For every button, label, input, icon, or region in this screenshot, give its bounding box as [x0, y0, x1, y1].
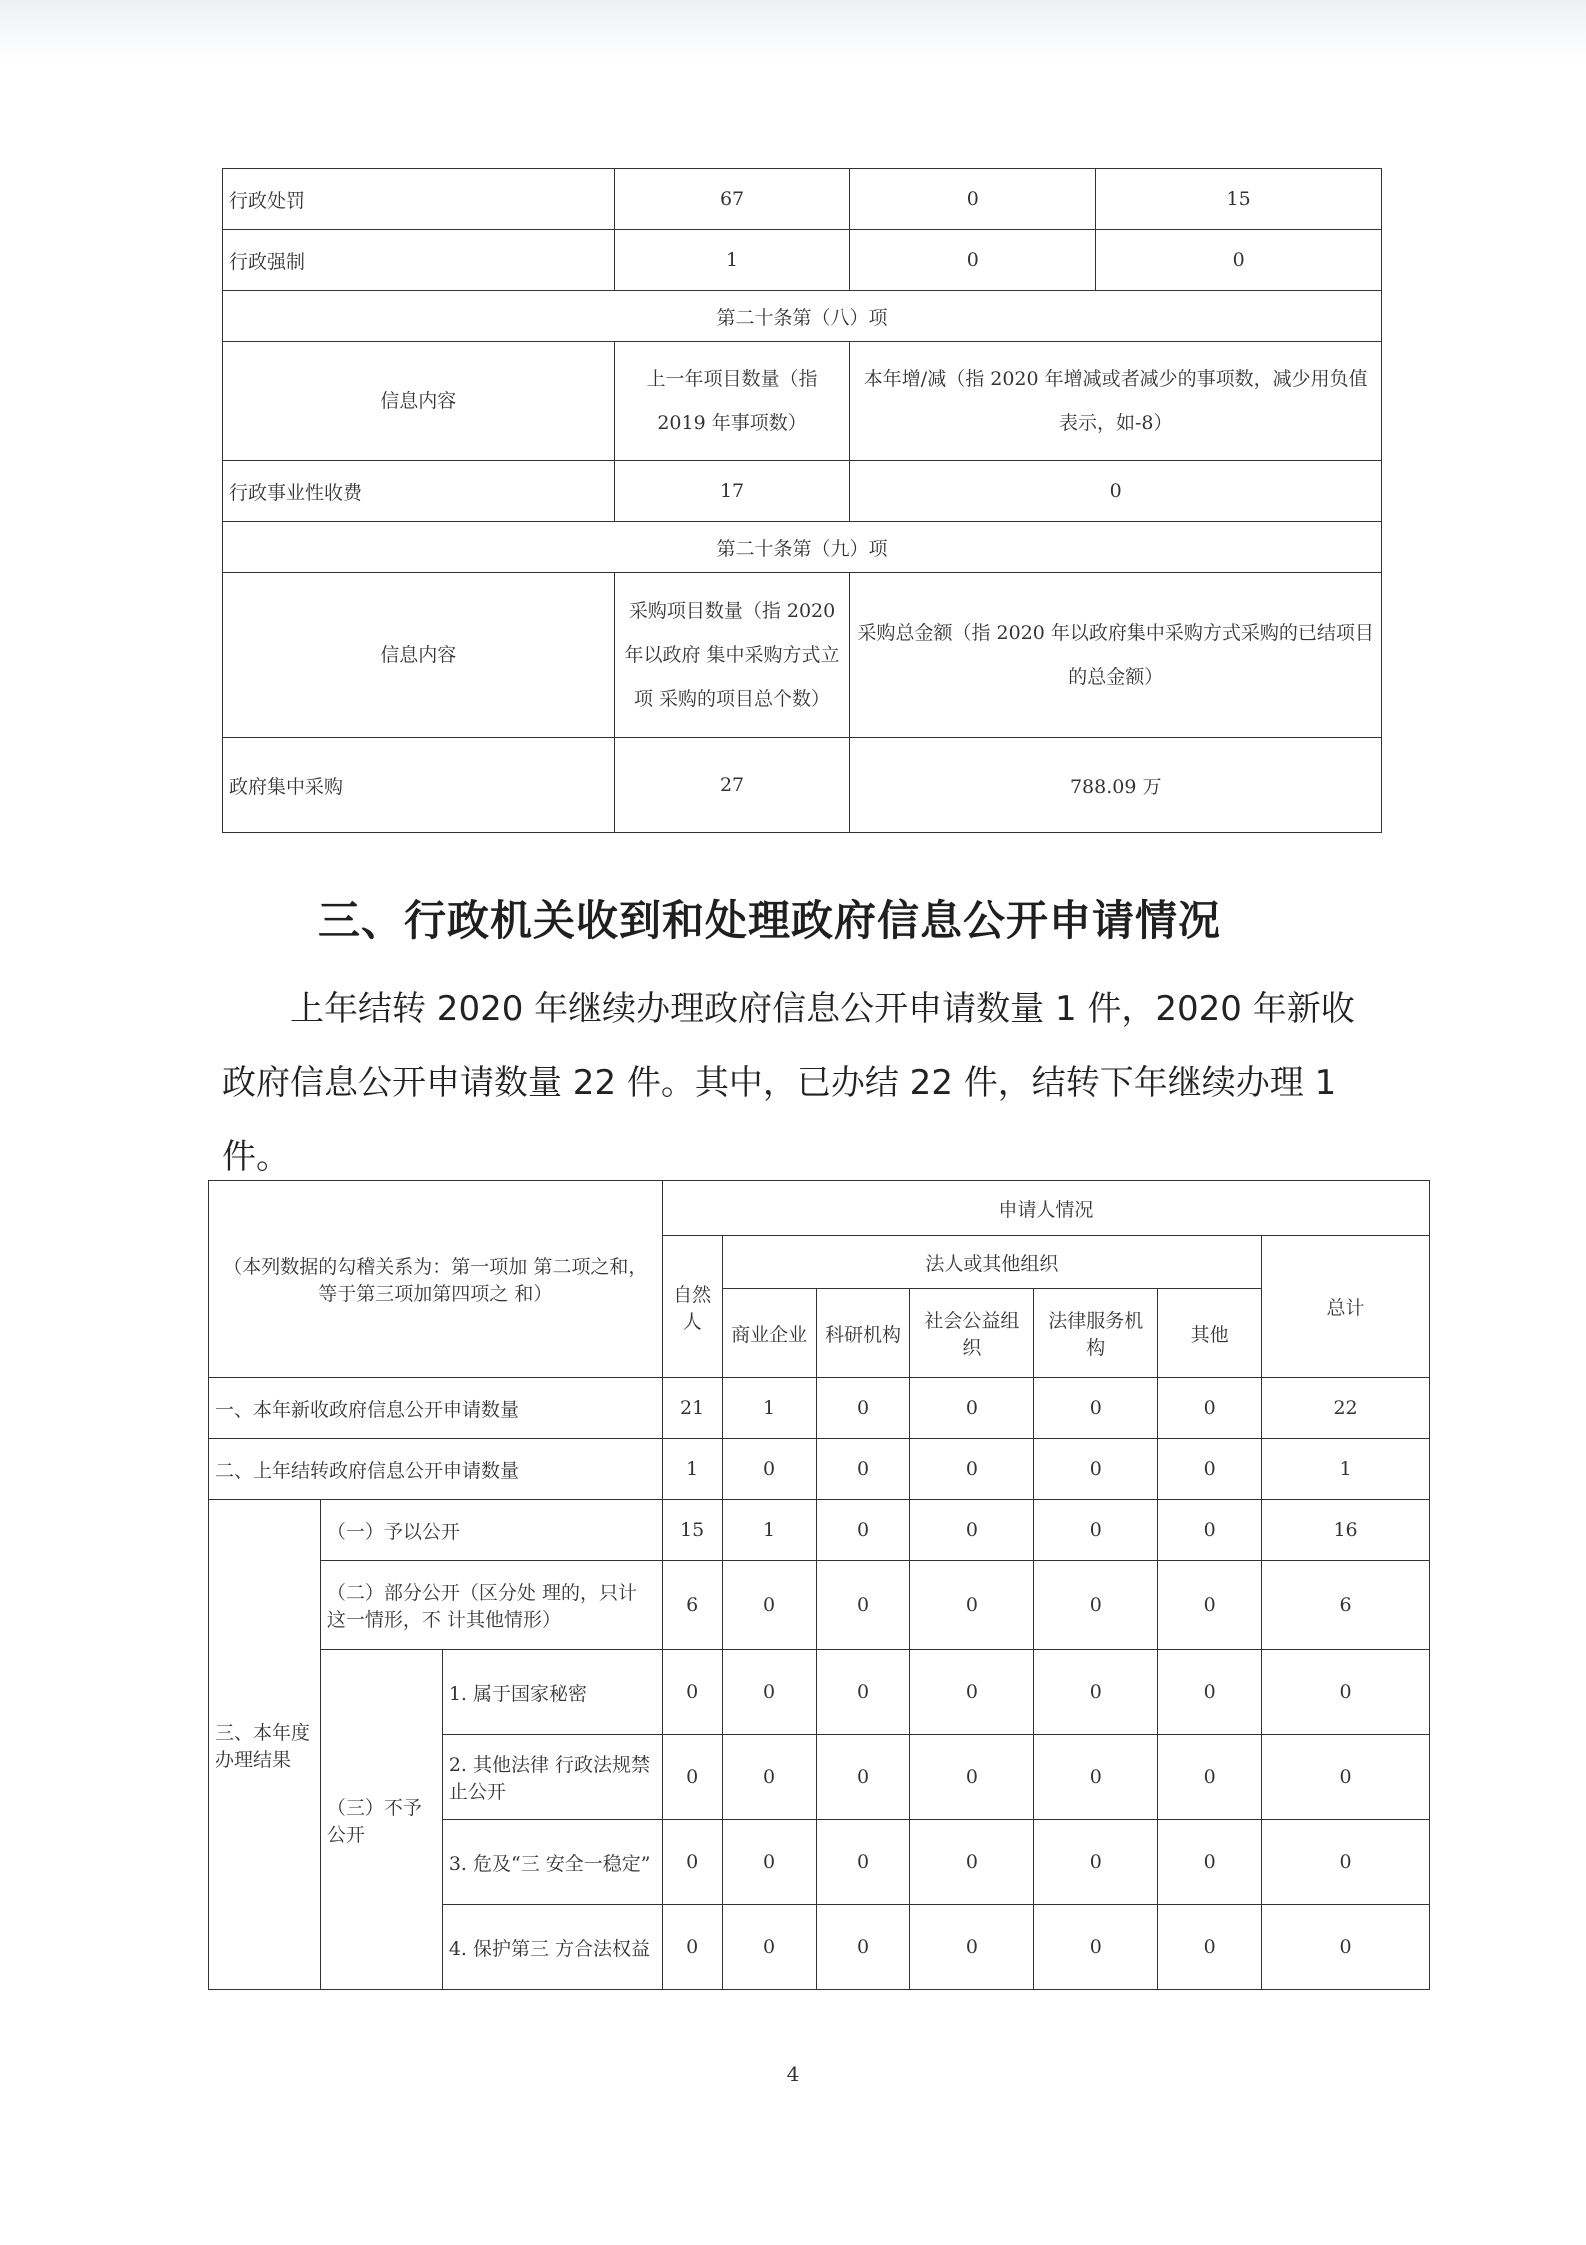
sub-header: 商业企业	[722, 1289, 816, 1378]
cell-value: 1	[722, 1500, 816, 1561]
cell-value: 0	[910, 1650, 1034, 1735]
cell-value: 0	[816, 1735, 910, 1820]
cell-value: 0	[910, 1500, 1034, 1561]
cell-value: 0	[850, 230, 1096, 291]
applicant-header: 申请人情况	[662, 1181, 1429, 1236]
cell-value: 15	[1096, 169, 1382, 230]
cell-value: 1	[722, 1378, 816, 1439]
cell-value: 0	[1158, 1905, 1262, 1990]
row-label: 3. 危及“三 安全一稳定”	[442, 1820, 662, 1905]
row-label: 行政处罚	[223, 169, 615, 230]
applications-table	[208, 1180, 1430, 1990]
cell-value: 0	[1034, 1905, 1158, 1990]
result-group-label: 三、本年度办理结果	[209, 1500, 321, 1990]
cell-value: 0	[1158, 1378, 1262, 1439]
header-change: 本年增/减（指 2020 年增减或者减少的事项数，减少用负值表示，如-8）	[850, 342, 1382, 461]
table-row	[223, 291, 1382, 342]
cell-value: 0	[662, 1650, 722, 1735]
row-label: （二）部分公开（区分处 理的，只计这一情形，不 计其他情形）	[320, 1561, 662, 1650]
cell-value: 0	[1158, 1561, 1262, 1650]
legal-group-header: 法人或其他组织	[722, 1236, 1262, 1289]
table-row	[209, 1439, 1430, 1500]
cell-value: 16	[1262, 1500, 1430, 1561]
cell-value: 0	[1158, 1820, 1262, 1905]
cell-value: 0	[1034, 1500, 1158, 1561]
cell-value: 21	[662, 1378, 722, 1439]
cell-value: 0	[1158, 1735, 1262, 1820]
cell-value: 17	[614, 461, 850, 522]
table-row	[209, 1500, 1430, 1561]
cell-value: 0	[1034, 1378, 1158, 1439]
cell-value: 0	[722, 1820, 816, 1905]
table-row	[223, 461, 1382, 522]
cell-value: 0	[816, 1378, 910, 1439]
cell-value: 0	[816, 1500, 910, 1561]
section-heading: 三、行政机关收到和处理政府信息公开申请情况	[318, 896, 1222, 945]
header-prev-count: 上一年项目数量（指 2019 年事项数）	[614, 342, 850, 461]
total-header: 总计	[1262, 1236, 1430, 1378]
cell-value: 22	[1262, 1378, 1430, 1439]
row-label: 4. 保护第三 方合法权益	[442, 1905, 662, 1990]
page-number: 4	[786, 2062, 800, 2086]
cell-value: 0	[1034, 1650, 1158, 1735]
cell-value: 6	[662, 1561, 722, 1650]
cell-value: 0	[1034, 1561, 1158, 1650]
row-label: 行政事业性收费	[223, 461, 615, 522]
cell-value: 0	[910, 1820, 1034, 1905]
cell-value: 0	[1262, 1650, 1430, 1735]
sub-header: 社会公益组织	[910, 1289, 1034, 1378]
row-label: 行政强制	[223, 230, 615, 291]
cell-value: 6	[1262, 1561, 1430, 1650]
sub-header: 科研机构	[816, 1289, 910, 1378]
cell-value: 0	[910, 1561, 1034, 1650]
cell-value: 0	[722, 1905, 816, 1990]
section-title-8: 第二十条第（八）项	[223, 291, 1382, 342]
cell-value: 0	[662, 1735, 722, 1820]
row-label: （一）予以公开	[320, 1500, 662, 1561]
cell-value: 1	[1262, 1439, 1430, 1500]
cell-value: 1	[614, 230, 850, 291]
table-row	[223, 522, 1382, 573]
cell-value: 0	[722, 1735, 816, 1820]
sub-header: 其他	[1158, 1289, 1262, 1378]
header-purchase-count: 采购项目数量（指 2020 年以政府 集中采购方式立项 采购的项目总个数）	[614, 573, 850, 738]
cell-value: 0	[1262, 1735, 1430, 1820]
cell-value: 0	[1034, 1735, 1158, 1820]
cell-value: 0	[910, 1378, 1034, 1439]
cell-value: 0	[1158, 1650, 1262, 1735]
section-title-9: 第二十条第（九）项	[223, 522, 1382, 573]
cell-value: 0	[816, 1439, 910, 1500]
cell-value: 0	[662, 1820, 722, 1905]
header-purchase-amount: 采购总金额（指 2020 年以政府集中采购方式采购的已结项目的总金额）	[850, 573, 1382, 738]
cell-value: 0	[850, 169, 1096, 230]
table-row	[209, 1561, 1430, 1650]
cell-value: 0	[1034, 1439, 1158, 1500]
cell-value: 0	[722, 1439, 816, 1500]
table-row	[209, 1378, 1430, 1439]
cell-value: 0	[662, 1905, 722, 1990]
table-row	[223, 738, 1382, 833]
statistics-table-top	[222, 168, 1382, 833]
cell-value: 788.09 万	[850, 738, 1382, 833]
cell-value: 0	[816, 1650, 910, 1735]
cell-value: 0	[1158, 1439, 1262, 1500]
header-info-content: 信息内容	[223, 342, 615, 461]
scan-top-shade	[0, 0, 1586, 60]
cell-value: 0	[816, 1561, 910, 1650]
corner-note: （本列数据的勾稽关系为：第一项加 第二项之和，等于第三项加第四项之 和）	[209, 1181, 663, 1378]
table-header-row	[223, 342, 1382, 461]
table-row	[223, 169, 1382, 230]
sub-header: 法律服务机构	[1034, 1289, 1158, 1378]
natural-person-header: 自然人	[662, 1236, 722, 1378]
table-header-row	[223, 573, 1382, 738]
cell-value: 0	[910, 1735, 1034, 1820]
cell-value: 27	[614, 738, 850, 833]
not-open-group-label: （三）不予公开	[320, 1650, 442, 1990]
table-row	[209, 1650, 1430, 1735]
cell-value: 0	[1096, 230, 1382, 291]
row-label: 1. 属于国家秘密	[442, 1650, 662, 1735]
cell-value: 0	[816, 1820, 910, 1905]
cell-value: 0	[722, 1561, 816, 1650]
cell-value: 0	[910, 1439, 1034, 1500]
cell-value: 0	[722, 1650, 816, 1735]
body-paragraph: 上年结转 2020 年继续办理政府信息公开申请数量 1 件，2020 年新收政府信息公开申请数量 22 件。其中，已办结 22 件，结转下年继续办理 1 件。	[222, 989, 1355, 1177]
cell-value: 0	[1262, 1905, 1430, 1990]
cell-value: 0	[850, 461, 1382, 522]
row-label: 二、上年结转政府信息公开申请数量	[209, 1439, 663, 1500]
table-header-row	[209, 1181, 1430, 1236]
row-label: 2. 其他法律 行政法规禁 止公开	[442, 1735, 662, 1820]
cell-value: 1	[662, 1439, 722, 1500]
cell-value: 15	[662, 1500, 722, 1561]
row-label: 政府集中采购	[223, 738, 615, 833]
cell-value: 0	[1262, 1820, 1430, 1905]
table-row	[223, 230, 1382, 291]
cell-value: 0	[910, 1905, 1034, 1990]
cell-value: 0	[1158, 1500, 1262, 1561]
header-info-content: 信息内容	[223, 573, 615, 738]
row-label: 一、本年新收政府信息公开申请数量	[209, 1378, 663, 1439]
cell-value: 0	[1034, 1820, 1158, 1905]
cell-value: 67	[614, 169, 850, 230]
cell-value: 0	[816, 1905, 910, 1990]
